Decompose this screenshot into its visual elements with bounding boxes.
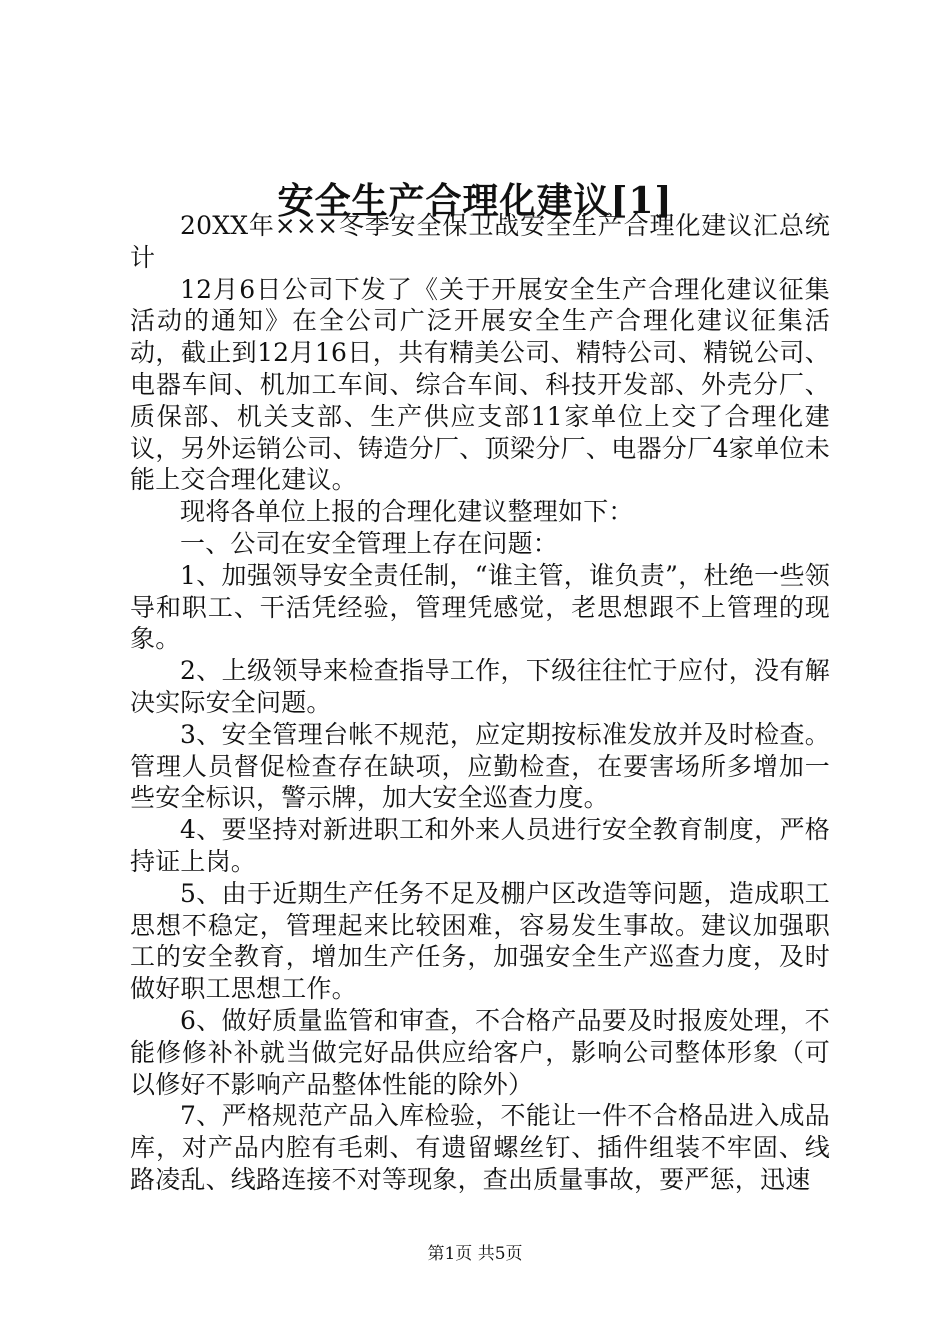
suggestion-item-6: 6、做好质量监管和审查，不合格产品要及时报废处理，不能修修补补就当做完好品供应给客户，影响公司整体形象（可以修好不影响产品整体性能的除外） (130, 1005, 830, 1099)
suggestion-item-4: 4、要坚持对新进职工和外来人员进行安全教育制度，严格持证上岗。 (130, 815, 830, 876)
suggestion-item-3: 3、安全管理台帐不规范，应定期按标准发放并及时检查。管理人员督促检查存在缺项，应勤检查，在要害场所多增加一些安全标识，警示牌，加大安全巡查力度。 (130, 719, 830, 813)
suggestion-item-2: 2、上级领导来检查指导工作，下级往往忙于应付，没有解决实际安全问题。 (130, 656, 830, 717)
document-body (130, 210, 830, 1196)
section-heading-1: 一、公司在安全管理上存在问题： (180, 528, 559, 558)
paragraph-heading: 20XX年×××冬季安全保卫战安全生产合理化建议汇总统计 (130, 211, 830, 272)
suggestion-item-7: 7、严格规范产品入库检验，不能让一件不合格品进入成品库，对产品内腔有毛刺、有遗留螺丝钉、插件组装不牢固、线路凌乱、线路连接不对等现象，查出质量事故，要严惩，迅速 (130, 1101, 830, 1194)
paragraph-summary-lead: 现将各单位上报的合理化建议整理如下： (180, 497, 634, 527)
document-title: 安全生产合理化建议[1] (277, 180, 673, 222)
page-footer: 第1页 共5页 (427, 1244, 523, 1264)
suggestion-item-1: 1、加强领导安全责任制，“谁主管，谁负责”，杜绝一些领导和职工、干活凭经验，管理凭感觉，老思想跟不上管理的现象。 (130, 560, 830, 654)
paragraph-intro: 12月6日公司下发了《关于开展安全生产合理化建议征集活动的通知》在全公司广泛开展安全生产合理化建议征集活动，截止到12月16日，共有精美公司、精特公司、精锐公司、电器车间、机加工车间、综合车间、科技开发部、外壳分厂、质保部、机关支部、生产供应支部11家单位上交了合理化建议，另外运销公司、铸造分厂、顶梁分厂、电器分厂4家单位未能上交合理化建议。 (130, 274, 830, 495)
suggestion-item-5: 5、由于近期生产任务不足及棚户区改造等问题，造成职工思想不稳定，管理起来比较困难，容易发生事故。建议加强职工的安全教育，增加生产任务，加强安全生产巡查力度，及时做好职工思想工作。 (130, 878, 830, 1004)
